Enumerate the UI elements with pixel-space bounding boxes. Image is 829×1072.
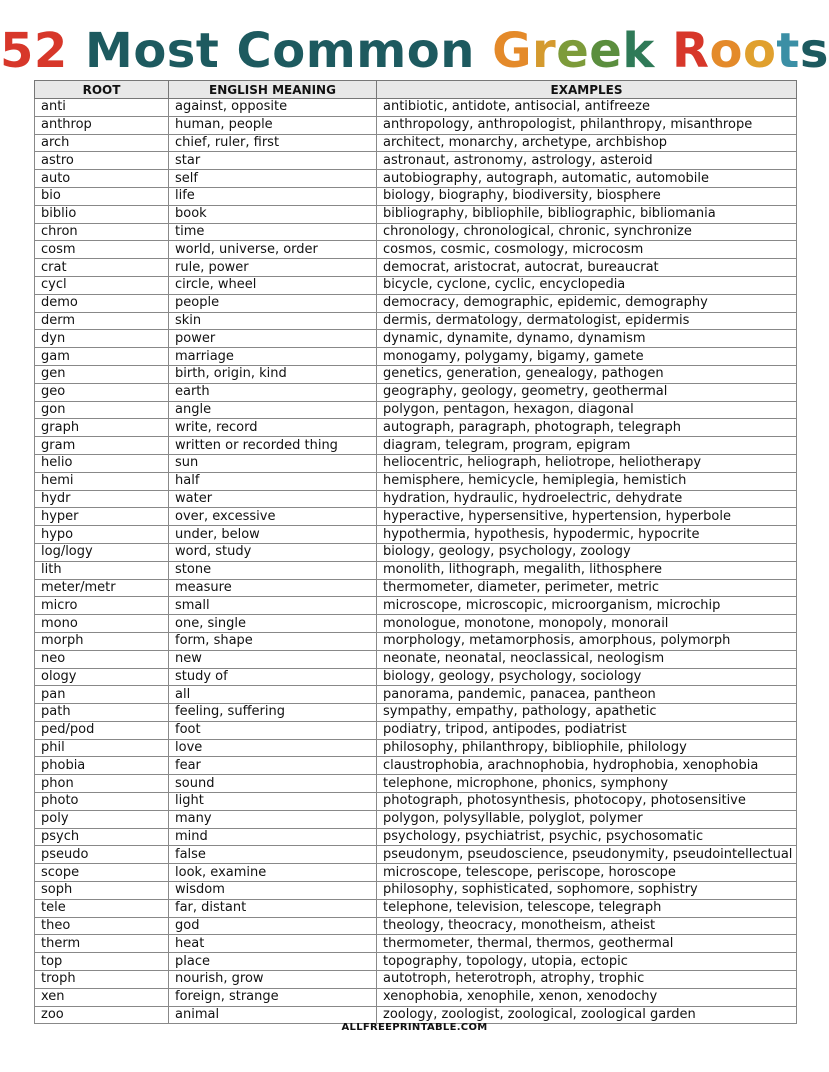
meaning-cell: birth, origin, kind (169, 365, 377, 383)
meaning-cell: god (169, 917, 377, 935)
meaning-cell: small (169, 597, 377, 615)
examples-cell: podiatry, tripod, antipodes, podiatrist (377, 721, 797, 739)
root-cell: hydr (35, 490, 169, 508)
table-row (35, 632, 797, 650)
page-title (0, 20, 829, 82)
root-cell: derm (35, 312, 169, 330)
meaning-cell: against, opposite (169, 99, 377, 117)
examples-cell: xenophobia, xenophile, xenon, xenodochy (377, 988, 797, 1006)
root-cell: psych (35, 828, 169, 846)
root-cell: dyn (35, 330, 169, 348)
examples-cell: dermis, dermatology, dermatologist, epidermis (377, 312, 797, 330)
examples-cell: claustrophobia, arachnophobia, hydrophobia, xenophobia (377, 757, 797, 775)
table-row (35, 561, 797, 579)
root-cell: gon (35, 401, 169, 419)
table-row (35, 312, 797, 330)
table-body (35, 99, 797, 1024)
examples-cell: dynamic, dynamite, dynamo, dynamism (377, 330, 797, 348)
root-cell: photo (35, 793, 169, 811)
table-row (35, 437, 797, 455)
table-row (35, 276, 797, 294)
meaning-cell: under, below (169, 526, 377, 544)
root-cell: hyper (35, 508, 169, 526)
examples-cell: telephone, microphone, phonics, symphony (377, 775, 797, 793)
table-row (35, 365, 797, 383)
title-word-common: Common (236, 23, 475, 79)
examples-cell: hemisphere, hemicycle, hemiplegia, hemistich (377, 472, 797, 490)
root-cell: gam (35, 348, 169, 366)
table-row (35, 953, 797, 971)
meaning-cell: animal (169, 1006, 377, 1024)
meaning-cell: earth (169, 383, 377, 401)
examples-cell: morphology, metamorphosis, amorphous, polymorph (377, 632, 797, 650)
title-letter: R (671, 23, 710, 79)
root-cell: chron (35, 223, 169, 241)
examples-cell: telephone, television, telescope, telegraph (377, 899, 797, 917)
root-cell: phobia (35, 757, 169, 775)
meaning-cell: power (169, 330, 377, 348)
title-letter: e (556, 23, 590, 79)
root-cell: pseudo (35, 846, 169, 864)
meaning-cell: star (169, 152, 377, 170)
examples-cell: bibliography, bibliophile, bibliographic, bibliomania (377, 205, 797, 223)
examples-cell: philosophy, sophisticated, sophomore, sophistry (377, 882, 797, 900)
examples-cell: chronology, chronological, chronic, synchronize (377, 223, 797, 241)
examples-cell: autobiography, autograph, automatic, automobile (377, 170, 797, 188)
meaning-cell: mind (169, 828, 377, 846)
title-letter: k (622, 23, 655, 79)
table-row (35, 543, 797, 561)
table-row (35, 152, 797, 170)
meaning-cell: people (169, 294, 377, 312)
examples-cell: theology, theocracy, monotheism, atheist (377, 917, 797, 935)
table-row (35, 330, 797, 348)
examples-cell: hyperactive, hypersensitive, hypertension, hyperbole (377, 508, 797, 526)
examples-cell: biology, biography, biodiversity, biosphere (377, 187, 797, 205)
examples-cell: autograph, paragraph, photograph, telegraph (377, 419, 797, 437)
examples-cell: biology, geology, psychology, zoology (377, 543, 797, 561)
root-cell: scope (35, 864, 169, 882)
meaning-cell: sun (169, 454, 377, 472)
root-cell: hypo (35, 526, 169, 544)
table-row (35, 134, 797, 152)
root-cell: hemi (35, 472, 169, 490)
root-cell: biblio (35, 205, 169, 223)
root-cell: meter/metr (35, 579, 169, 597)
meaning-cell: chief, ruler, first (169, 134, 377, 152)
root-cell: demo (35, 294, 169, 312)
root-cell: bio (35, 187, 169, 205)
root-cell: cosm (35, 241, 169, 259)
table-row (35, 757, 797, 775)
root-cell: graph (35, 419, 169, 437)
meaning-cell: book (169, 205, 377, 223)
title-letter: s (799, 23, 829, 79)
root-cell: troph (35, 971, 169, 989)
examples-cell: biology, geology, psychology, sociology (377, 668, 797, 686)
examples-cell: monogamy, polygamy, bigamy, gamete (377, 348, 797, 366)
examples-cell: photograph, photosynthesis, photocopy, photosensitive (377, 793, 797, 811)
table-row (35, 205, 797, 223)
title-word-most: Most (85, 23, 220, 79)
examples-cell: heliocentric, heliograph, heliotrope, heliotherapy (377, 454, 797, 472)
root-cell: neo (35, 650, 169, 668)
root-cell: xen (35, 988, 169, 1006)
meaning-cell: all (169, 686, 377, 704)
table-row (35, 99, 797, 117)
table-row (35, 704, 797, 722)
examples-cell: diagram, telegram, program, epigram (377, 437, 797, 455)
examples-cell: pseudonym, pseudoscience, pseudonymity, pseudointellectual (377, 846, 797, 864)
table-row (35, 259, 797, 277)
examples-cell: anthropology, anthropologist, philanthropy, misanthrope (377, 116, 797, 134)
examples-cell: hypothermia, hypothesis, hypodermic, hypocrite (377, 526, 797, 544)
table-row (35, 793, 797, 811)
table-row (35, 472, 797, 490)
title-letter: o (709, 23, 743, 79)
table-row (35, 348, 797, 366)
root-cell: phon (35, 775, 169, 793)
examples-cell: hydration, hydraulic, hydroelectric, dehydrate (377, 490, 797, 508)
meaning-cell: world, universe, order (169, 241, 377, 259)
table-row (35, 170, 797, 188)
table-row (35, 597, 797, 615)
table-row (35, 223, 797, 241)
meaning-cell: stone (169, 561, 377, 579)
table-row (35, 882, 797, 900)
table-row (35, 686, 797, 704)
greek-roots-table (34, 80, 797, 1024)
root-cell: log/logy (35, 543, 169, 561)
meaning-cell: wisdom (169, 882, 377, 900)
meaning-cell: far, distant (169, 899, 377, 917)
table-row (35, 775, 797, 793)
meaning-cell: circle, wheel (169, 276, 377, 294)
meaning-cell: place (169, 953, 377, 971)
table-row (35, 294, 797, 312)
meaning-cell: new (169, 650, 377, 668)
table-row (35, 490, 797, 508)
meaning-cell: write, record (169, 419, 377, 437)
meaning-cell: written or recorded thing (169, 437, 377, 455)
table-row (35, 187, 797, 205)
meaning-cell: measure (169, 579, 377, 597)
table-row (35, 454, 797, 472)
examples-cell: democracy, demographic, epidemic, demography (377, 294, 797, 312)
title-letter: r (532, 23, 557, 79)
title-word-greek (492, 23, 655, 79)
examples-cell: zoology, zoologist, zoological, zoological garden (377, 1006, 797, 1024)
examples-cell: thermometer, thermal, thermos, geothermal (377, 935, 797, 953)
root-cell: pan (35, 686, 169, 704)
table-row (35, 971, 797, 989)
meaning-cell: life (169, 187, 377, 205)
meaning-cell: human, people (169, 116, 377, 134)
meaning-cell: feeling, suffering (169, 704, 377, 722)
table-row (35, 419, 797, 437)
meaning-cell: skin (169, 312, 377, 330)
examples-cell: monologue, monotone, monopoly, monorail (377, 615, 797, 633)
meaning-cell: rule, power (169, 259, 377, 277)
title-letter: t (776, 23, 800, 79)
examples-cell: genetics, generation, genealogy, pathogen (377, 365, 797, 383)
examples-cell: antibiotic, antidote, antisocial, antifreeze (377, 99, 797, 117)
title-letter: e (589, 23, 623, 79)
meaning-cell: marriage (169, 348, 377, 366)
table-row (35, 383, 797, 401)
examples-cell: sympathy, empathy, pathology, apathetic (377, 704, 797, 722)
table-row (35, 828, 797, 846)
root-cell: theo (35, 917, 169, 935)
root-cell: geo (35, 383, 169, 401)
examples-cell: microscope, microscopic, microorganism, microchip (377, 597, 797, 615)
header-english-meaning: ENGLISH MEANING (169, 81, 377, 99)
table-row (35, 899, 797, 917)
examples-cell: neonate, neonatal, neoclassical, neologism (377, 650, 797, 668)
table-row (35, 116, 797, 134)
root-cell: gram (35, 437, 169, 455)
meaning-cell: look, examine (169, 864, 377, 882)
table-row (35, 401, 797, 419)
table-row (35, 579, 797, 597)
meaning-cell: heat (169, 935, 377, 953)
examples-cell: topography, topology, utopia, ectopic (377, 953, 797, 971)
meaning-cell: angle (169, 401, 377, 419)
table-row (35, 508, 797, 526)
root-cell: auto (35, 170, 169, 188)
root-cell: arch (35, 134, 169, 152)
examples-cell: philosophy, philanthropy, bibliophile, philology (377, 739, 797, 757)
header-root: ROOT (35, 81, 169, 99)
root-cell: tele (35, 899, 169, 917)
meaning-cell: half (169, 472, 377, 490)
root-cell: crat (35, 259, 169, 277)
meaning-cell: fear (169, 757, 377, 775)
root-cell: astro (35, 152, 169, 170)
meaning-cell: one, single (169, 615, 377, 633)
examples-cell: autotroph, heterotroph, atrophy, trophic (377, 971, 797, 989)
root-cell: cycl (35, 276, 169, 294)
root-cell: lith (35, 561, 169, 579)
table-row (35, 917, 797, 935)
table-row (35, 846, 797, 864)
examples-cell: cosmos, cosmic, cosmology, microcosm (377, 241, 797, 259)
meaning-cell: sound (169, 775, 377, 793)
root-cell: top (35, 953, 169, 971)
table-row (35, 810, 797, 828)
meaning-cell: love (169, 739, 377, 757)
root-cell: morph (35, 632, 169, 650)
meaning-cell: light (169, 793, 377, 811)
examples-cell: architect, monarchy, archetype, archbishop (377, 134, 797, 152)
meaning-cell: foreign, strange (169, 988, 377, 1006)
meaning-cell: nourish, grow (169, 971, 377, 989)
examples-cell: polygon, pentagon, hexagon, diagonal (377, 401, 797, 419)
table-row (35, 988, 797, 1006)
root-cell: helio (35, 454, 169, 472)
meaning-cell: self (169, 170, 377, 188)
examples-cell: monolith, lithograph, megalith, lithosphere (377, 561, 797, 579)
table-header-row (35, 81, 797, 99)
title-letter: G (492, 23, 533, 79)
title-number: 52 (0, 23, 68, 79)
examples-cell: panorama, pandemic, panacea, pantheon (377, 686, 797, 704)
table-row (35, 935, 797, 953)
table-row (35, 668, 797, 686)
table-row (35, 739, 797, 757)
meaning-cell: foot (169, 721, 377, 739)
meaning-cell: over, excessive (169, 508, 377, 526)
root-cell: gen (35, 365, 169, 383)
examples-cell: bicycle, cyclone, cyclic, encyclopedia (377, 276, 797, 294)
meaning-cell: false (169, 846, 377, 864)
root-cell: phil (35, 739, 169, 757)
examples-cell: thermometer, diameter, perimeter, metric (377, 579, 797, 597)
root-cell: therm (35, 935, 169, 953)
table-row (35, 650, 797, 668)
root-cell: ology (35, 668, 169, 686)
examples-cell: geography, geology, geometry, geothermal (377, 383, 797, 401)
meaning-cell: form, shape (169, 632, 377, 650)
table-row (35, 864, 797, 882)
root-cell: micro (35, 597, 169, 615)
root-cell: ped/pod (35, 721, 169, 739)
examples-cell: polygon, polysyllable, polyglot, polymer (377, 810, 797, 828)
root-cell: mono (35, 615, 169, 633)
root-cell: anthrop (35, 116, 169, 134)
title-letter: o (742, 23, 777, 79)
meaning-cell: time (169, 223, 377, 241)
table-row (35, 615, 797, 633)
root-cell: poly (35, 810, 169, 828)
root-cell: anti (35, 99, 169, 117)
meaning-cell: study of (169, 668, 377, 686)
examples-cell: democrat, aristocrat, autocrat, bureaucrat (377, 259, 797, 277)
table-row (35, 241, 797, 259)
meaning-cell: word, study (169, 543, 377, 561)
meaning-cell: water (169, 490, 377, 508)
title-word-roots (672, 23, 829, 79)
root-cell: soph (35, 882, 169, 900)
table-row (35, 526, 797, 544)
root-cell: path (35, 704, 169, 722)
table-row (35, 721, 797, 739)
root-cell: zoo (35, 1006, 169, 1024)
header-examples: EXAMPLES (377, 81, 797, 99)
examples-cell: microscope, telescope, periscope, horoscope (377, 864, 797, 882)
footer-site: ALLFREEPRINTABLE.COM (341, 1022, 488, 1033)
examples-cell: psychology, psychiatrist, psychic, psychosomatic (377, 828, 797, 846)
examples-cell: astronaut, astronomy, astrology, asteroid (377, 152, 797, 170)
meaning-cell: many (169, 810, 377, 828)
